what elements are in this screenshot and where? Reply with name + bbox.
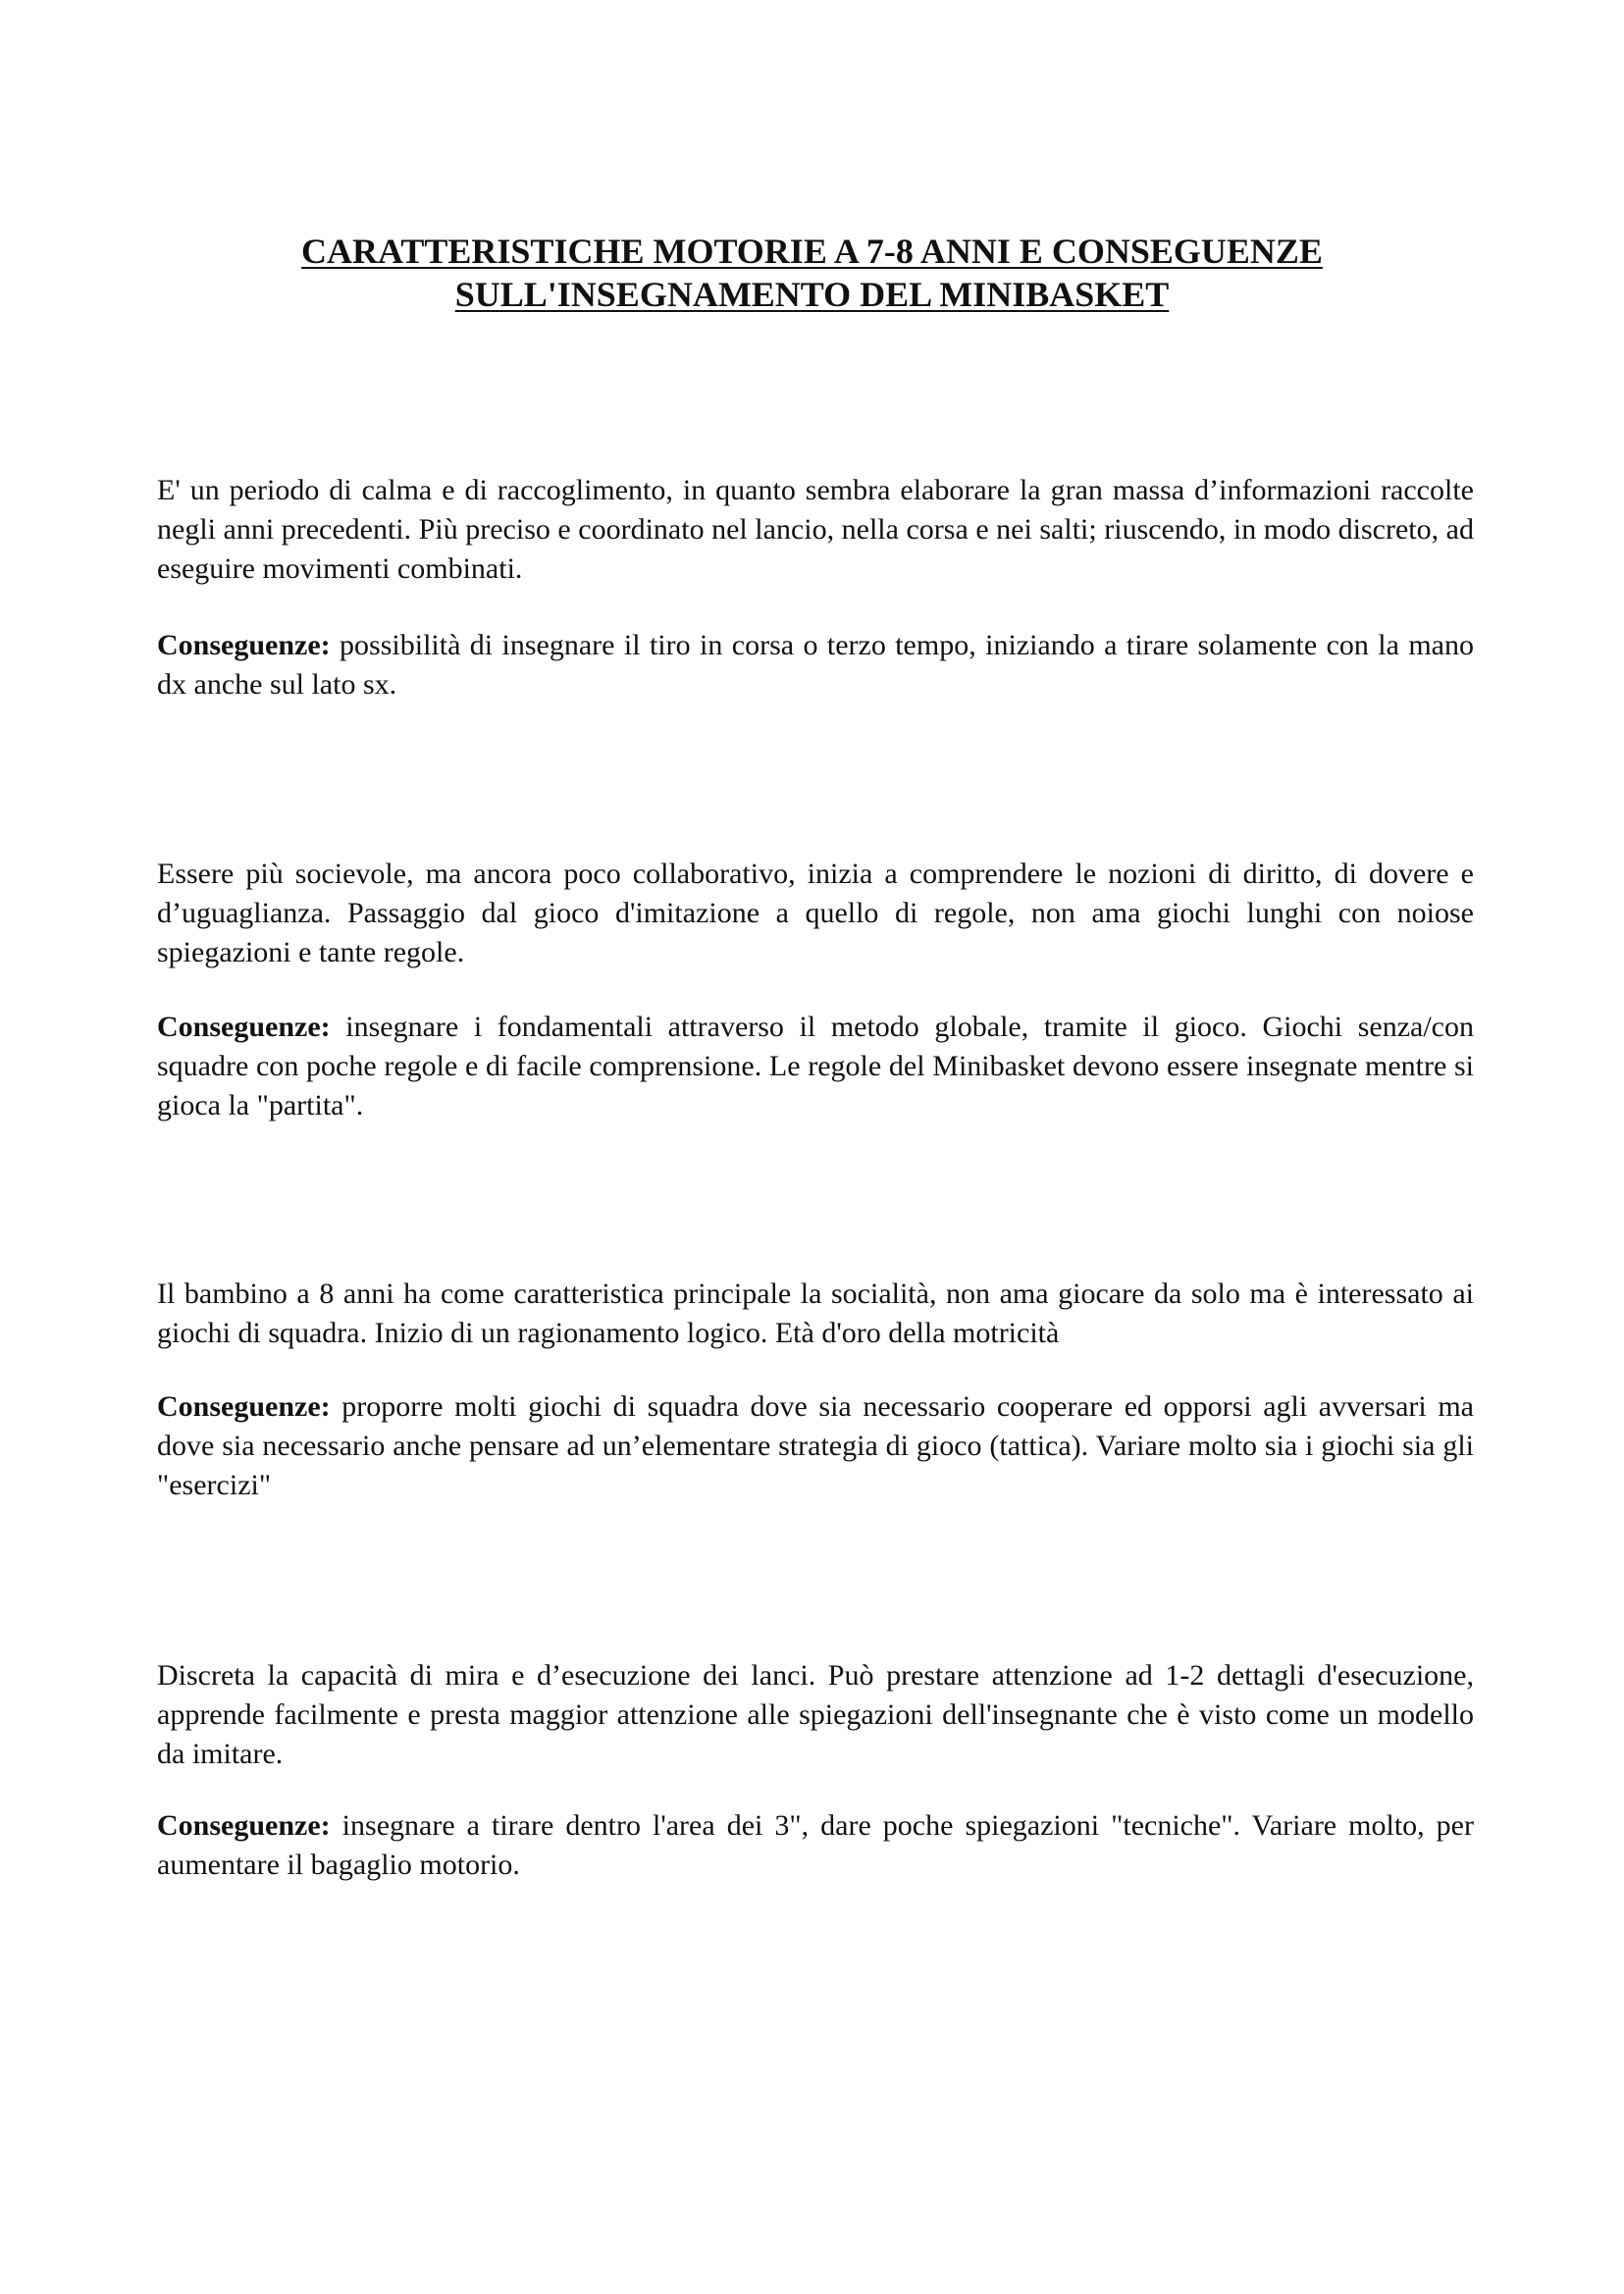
section-4-consequence [157, 1806, 1474, 1885]
section-2-description: Essere più socievole, ma ancora poco collaborativo, inizia a comprendere le nozioni di diritto, di dovere e d’uguaglianza. Passaggio dal gioco d'imitazione a quello di regole, non ama giochi lunghi con noiose spiegazioni e tante regole. [157, 858, 1474, 968]
section-4-consequence-label: Conseguenze: [157, 1809, 331, 1842]
section-3-consequence-text: proporre molti giochi di squadra dove sia necessario cooperare ed opporsi agli avversari ma dove sia necessario anche pensare ad un’elementare strategia di gioco (tattica). Variare molto sia i giochi sia gli "esercizi" [157, 1390, 1474, 1501]
document-title [157, 230, 1467, 316]
section-3-consequence [157, 1387, 1474, 1505]
section-3-consequence-label: Conseguenze: [157, 1390, 331, 1423]
section-2-consequence-label: Conseguenze: [157, 1011, 331, 1043]
section-3-description: Il bambino a 8 anni ha come caratteristica principale la socialità, non ama giocare da solo ma è interessato ai giochi di squadra. Inizio di un ragionamento logico. Età d'oro della motricità [157, 1277, 1474, 1349]
title-line-2: SULL'INSEGNAMENTO DEL MINIBASKET [454, 275, 1170, 314]
title-line-1: CARATTERISTICHE MOTORIE A 7-8 ANNI E CONSEGUENZE [301, 232, 1323, 271]
section-1-consequence-text: possibilità di insegnare il tiro in corsa o terzo tempo, iniziando a tirare solamente con la mano dx anche sul lato sx. [157, 629, 1474, 701]
section-1-consequence [157, 626, 1474, 704]
section-2-consequence-text: insegnare i fondamentali attraverso il metodo globale, tramite il gioco. Giochi senza/con squadre con poche regole e di facile comprensione. Le regole del Minibasket devono essere insegnate mentre si gioca la "partita". [157, 1011, 1474, 1121]
section-4-consequence-text: insegnare a tirare dentro l'area dei 3", dare poche spiegazioni "tecniche". Variare molto, per aumentare il bagaglio motorio. [157, 1809, 1474, 1881]
section-1-description: E' un periodo di calma e di raccoglimento, in quanto sembra elaborare la gran massa d’informazioni raccolte negli anni precedenti. Più preciso e coordinato nel lancio, nella corsa e nei salti; riuscendo, in modo discreto, ad eseguire movimenti combinati. [157, 474, 1474, 585]
section-2-consequence [157, 1008, 1474, 1125]
section-1-consequence-label: Conseguenze: [157, 629, 331, 661]
section-4-description: Discreta la capacità di mira e d’esecuzione dei lanci. Può prestare attenzione ad 1-2 dettagli d'esecuzione, apprende facilmente e presta maggior attenzione alle spiegazioni dell'insegnante che è visto come un modello da imitare. [157, 1659, 1474, 1770]
